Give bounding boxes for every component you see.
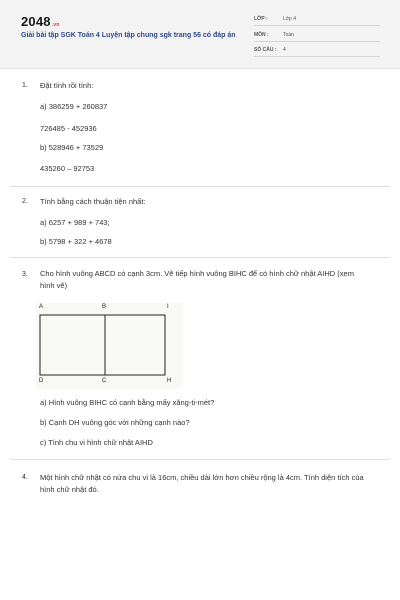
vertex-label-c: C: [102, 378, 107, 384]
question-text: Đặt tính rồi tính:: [40, 81, 94, 90]
document-header: [0, 0, 400, 69]
question-number: 4.: [22, 474, 28, 481]
question-item: a) Hình vuông BIHC có cạnh bằng mấy xăng-ti-mét?: [40, 398, 215, 407]
question-text: Tính bằng cách thuận tiện nhất:: [40, 197, 146, 206]
question-number: 3.: [22, 271, 28, 278]
vertex-label-d: D: [39, 378, 44, 384]
question-text: Cho hình vuông ABCD có cạnh 3cm. Vẽ tiếp hình vuông BIHC để có hình chữ nhật AIHD (xem hình vẽ): [40, 269, 354, 290]
question-item: 726485 - 452936: [40, 124, 97, 133]
site-logo[interactable]: [21, 14, 60, 29]
question-item: 435260 – 92753: [40, 164, 95, 173]
question-number: 1.: [22, 82, 28, 89]
vertex-label-a: A: [39, 304, 44, 310]
question-item: c) Tính chu vi hình chữ nhật AIHD: [40, 438, 153, 447]
figure-drawing: [33, 303, 183, 389]
question-item: b) 5798 + 322 + 4678: [40, 237, 112, 246]
meta-subject-value: Toán: [283, 32, 294, 38]
logo-text: 2048: [21, 14, 51, 29]
vertex-label-h: H: [167, 378, 172, 384]
meta-class-value: Lớp 4: [283, 16, 297, 22]
meta-count-label: SỐ CÂU :: [254, 47, 277, 53]
meta-count-value: 4: [283, 47, 286, 53]
question-item: a) 386259 + 260837: [40, 102, 108, 111]
question-divider: [10, 257, 390, 258]
document-title: Giải bài tập SGK Toán 4 Luyện tập chung sgk trang 56 có đáp án: [21, 32, 236, 39]
meta-divider: [254, 56, 380, 57]
meta-divider: [254, 41, 380, 42]
logo-suffix: .vn: [51, 22, 60, 28]
meta-divider: [254, 25, 380, 26]
square-rectangle-figure: [33, 303, 183, 389]
vertex-label-i: I: [167, 304, 169, 310]
question-number: 2.: [22, 198, 28, 205]
meta-class-label: LỚP :: [254, 16, 268, 22]
question-item: b) Cạnh DH vuông góc với những cạnh nào?: [40, 418, 190, 427]
question-divider: [10, 186, 390, 187]
question-item: b) 528946 + 73529: [40, 143, 104, 152]
question-item: a) 6257 + 989 + 743;: [40, 218, 110, 227]
question-divider: [10, 459, 390, 460]
question-text: Một hình chữ nhật có nửa chu vi là 16cm, chiều dài lớn hơn chiều rộng là 4cm. Tính diện tích của hình chữ nhật đó.: [40, 473, 364, 494]
vertex-label-b: B: [102, 304, 107, 310]
meta-subject-label: MÔN :: [254, 32, 269, 38]
